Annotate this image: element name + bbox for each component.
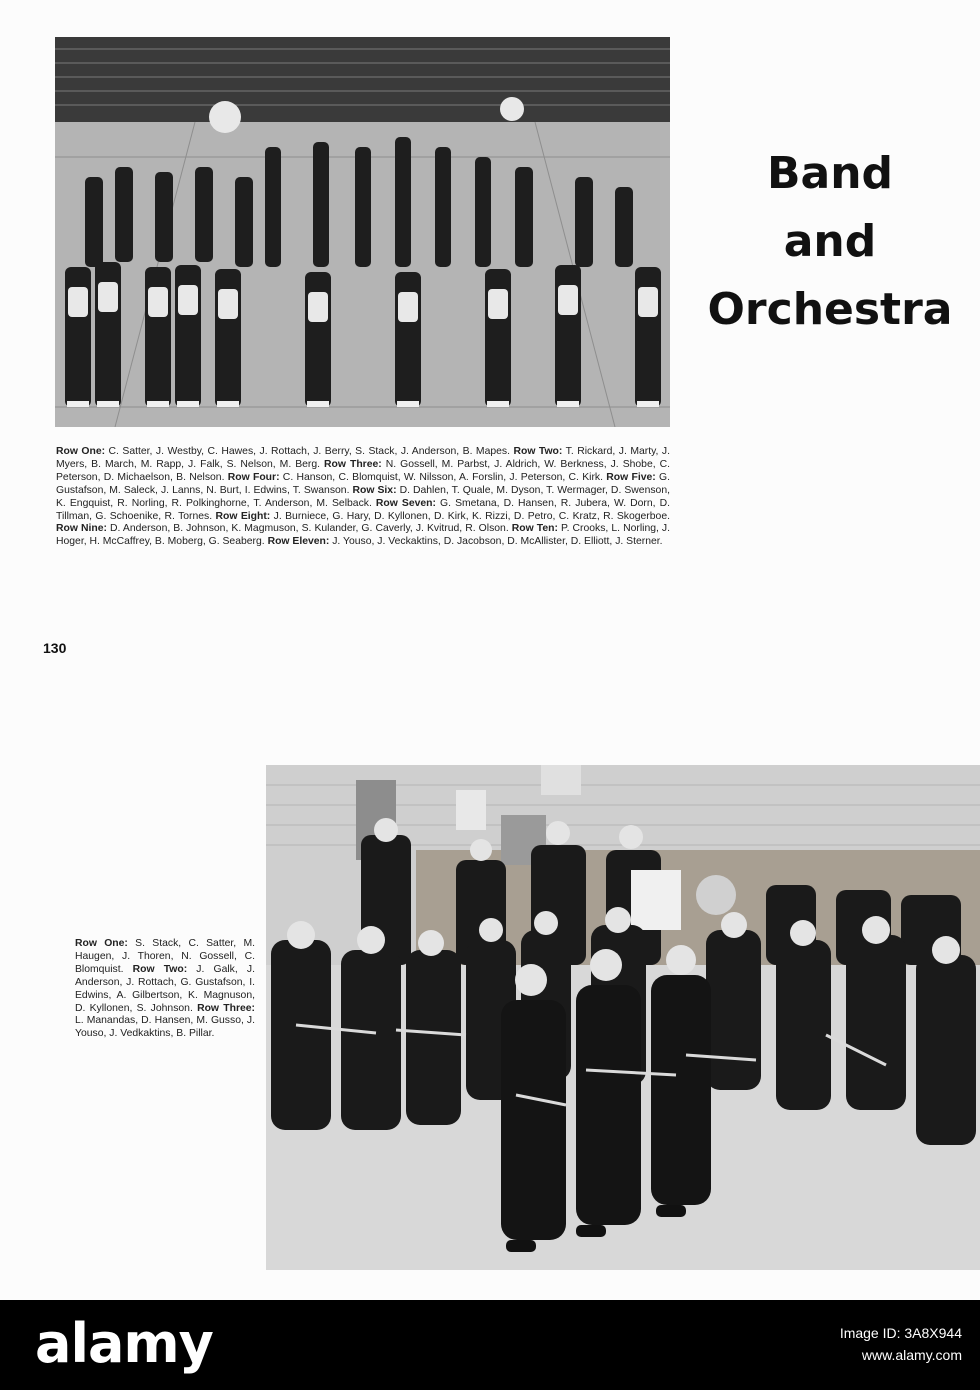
title-line-band: Band xyxy=(766,148,894,199)
row-label: Row Five: xyxy=(606,471,656,483)
title-line-orchestra: Orchestra xyxy=(707,284,953,335)
row-names: S. Stack, C. Satter, M. Haugen, J. Thoren, N. Gossell, C. Blomquist. xyxy=(75,938,255,975)
row-names: G. Gustafson, M. Saleck, J. Lanns, N. Burt, I. Edwins, T. Swanson. xyxy=(56,471,670,496)
row-label: Row Three: xyxy=(324,458,382,470)
row-names: L. Manandas, D. Hansen, M. Gusso, J. Youso, J. Vedkaktins, B. Pillar. xyxy=(75,1015,255,1040)
page-title xyxy=(690,140,970,344)
site-url: www.alamy.com xyxy=(861,1347,962,1363)
row-label: Row Two: xyxy=(132,963,188,975)
page-number: 130 xyxy=(43,640,67,656)
row-names: J. Burniece, G. Hary, D. Kyllonen, D. Kirk, K. Rizzi, D. Petro, C. Kratz, R. Skogerboe. xyxy=(270,510,670,522)
row-names: C. Satter, J. Westby, C. Hawes, J. Rottach, J. Berry, S. Stack, J. Anderson, B. Mapes. xyxy=(105,446,514,457)
row-label: Row Ten: xyxy=(511,523,558,535)
image-info xyxy=(840,1322,962,1366)
marching-band-photo xyxy=(55,37,670,427)
row-names: D. Dahlen, T. Quale, M. Dyson, T. Wermager, D. Swenson, K. Engquist, R. Norling, R. Polkinghorne, T. Anderson, M. Selback. xyxy=(56,484,670,509)
marching-band-caption xyxy=(56,446,670,549)
row-label: Row One: xyxy=(75,938,128,949)
row-label: Row Eleven: xyxy=(267,536,330,548)
row-names: T. Rickard, J. Marty, J. Myers, B. March, M. Rapp, J. Falk, S. Nelson, M. Berg. xyxy=(56,446,670,470)
row-names: C. Hanson, C. Blomquist, W. Nilsson, A. Forslin, J. Peterson, C. Kirk. xyxy=(279,471,607,483)
watermark-footer xyxy=(0,1300,980,1390)
row-names: N. Gossell, M. Parbst, J. Aldrich, W. Berkness, J. Shobe, C. Peterson, D. Michaelson, B. Nelson. xyxy=(56,458,671,483)
row-label: Row Eight: xyxy=(215,510,271,522)
image-id: Image ID: 3A8X944 xyxy=(839,1325,962,1341)
alamy-logo: alamy xyxy=(35,1312,213,1375)
marching-band-illustration xyxy=(55,37,670,427)
orchestra-caption xyxy=(75,938,255,1041)
row-names: J. Youso, J. Veckaktins, D. Jacobson, D. McAllister, D. Elliott, J. Sterner. xyxy=(329,536,663,548)
row-label: Row Two: xyxy=(513,446,563,457)
row-label: Row Six: xyxy=(352,484,397,496)
row-label: Row Four: xyxy=(227,471,280,483)
row-names: J. Galk, J. Anderson, J. Rottach, G. Gustafson, I. Edwins, A. Gilbertson, K. Magnuson, D. Kyllonen, S. Johnson. xyxy=(75,963,255,1014)
row-label: Row Seven: xyxy=(375,497,436,509)
row-names: P. Crooks, L. Norling, J. Hoger, H. McCaffrey, B. Moberg, G. Seaberg. xyxy=(56,523,671,548)
row-names: G. Smetana, D. Hansen, R. Jubera, W. Dorn, D. Tillman, G. Schoenike, R. Tornes. xyxy=(56,497,670,522)
row-label: Row One: xyxy=(56,446,106,457)
row-names: D. Anderson, B. Johnson, K. Magmuson, S. Kulander, G. Caverly, J. Kvitrud, R. Olson. xyxy=(106,523,512,535)
title-line-and: and xyxy=(783,216,877,267)
row-label: Row Three: xyxy=(197,1002,256,1014)
orchestra-illustration xyxy=(266,765,980,1270)
orchestra-photo xyxy=(266,765,980,1270)
row-label: Row Nine: xyxy=(56,523,107,535)
